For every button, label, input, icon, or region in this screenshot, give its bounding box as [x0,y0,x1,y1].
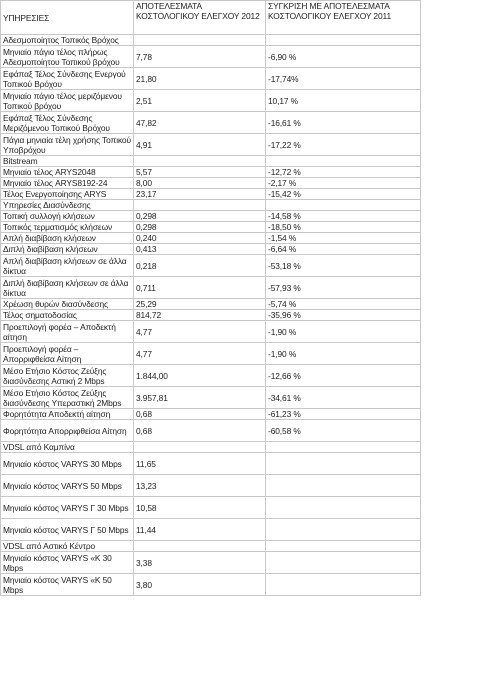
row-name-cell: Απλή διαβίβαση κλήσεων [1,233,134,244]
row-value-cell: 5,57 [134,167,266,178]
table-row [1,409,421,420]
row-name-cell: Τοπικός τερματισμός κλήσεων [1,222,134,233]
row-name-cell: Μηνιαίο κόστος VARYS «Κ 50 Mbps [1,574,134,596]
row-value-cell: 10,58 [134,497,266,519]
table-row [1,222,421,233]
row-value-cell [134,156,266,167]
row-change-cell: -35,96 % [266,310,421,321]
row-value-cell [134,541,266,552]
row-value-cell: 814,72 [134,310,266,321]
table-row [1,134,421,156]
row-name-cell: Διπλή διαβίβαση κλήσεων [1,244,134,255]
row-name-cell: Μηνιαίο κόστος VARYS Γ 50 Mbps [1,519,134,541]
row-change-cell: -57,93 % [266,277,421,299]
table-row [1,321,421,343]
row-change-cell: -53,18 % [266,255,421,277]
row-change-cell [266,453,421,475]
row-value-cell: 0,68 [134,420,266,442]
row-value-cell: 4,77 [134,343,266,365]
row-change-cell: 10,17 % [266,90,421,112]
table-row [1,46,421,68]
row-change-cell: -17,74% [266,68,421,90]
table-row [1,90,421,112]
table-row [1,255,421,277]
row-change-cell: -2,17 % [266,178,421,189]
row-value-cell: 0,711 [134,277,266,299]
row-name-cell: Τέλος σηματοδοσίας [1,310,134,321]
table-row [1,35,421,46]
row-value-cell [134,35,266,46]
table-row [1,211,421,222]
row-name-cell: Μέσο Ετήσιο Κόστος Ζεύξης διασύνδεσης Αστική 2 Mbps [1,365,134,387]
table-row [1,387,421,409]
row-value-cell: 0,298 [134,222,266,233]
row-name-cell: Χρέωση θυρών διασύνδεσης [1,299,134,310]
row-change-cell [266,541,421,552]
header-services: ΥΠΗΡΕΣΙΕΣ [1,1,134,35]
row-value-cell: 21,80 [134,68,266,90]
table-row [1,453,421,475]
row-value-cell: 7,78 [134,46,266,68]
row-name-cell: Τοπική συλλογή κλήσεων [1,211,134,222]
row-value-cell: 3,80 [134,574,266,596]
row-name-cell: VDSL από Αστικό Κέντρο [1,541,134,552]
table-row [1,497,421,519]
row-change-cell: -14,58 % [266,211,421,222]
row-name-cell: Φορητότητα Αποδεκτή αίτηση [1,409,134,420]
row-change-cell: -60,58 % [266,420,421,442]
row-name-cell: Μηνιαίο τέλος ARYS2048 [1,167,134,178]
table-row [1,200,421,211]
header-row [1,1,421,35]
table-row [1,420,421,442]
row-value-cell: 2,51 [134,90,266,112]
row-change-cell [266,156,421,167]
row-change-cell: -15,42 % [266,189,421,200]
row-change-cell: -1,90 % [266,321,421,343]
row-change-cell: -12,66 % [266,365,421,387]
table-row [1,475,421,497]
row-change-cell [266,442,421,453]
table-row [1,68,421,90]
row-value-cell: 0,413 [134,244,266,255]
row-name-cell: Προεπιλογή φορέα – Απορριφθείσα Αίτηση [1,343,134,365]
row-change-cell: -1,54 % [266,233,421,244]
row-change-cell: -12,72 % [266,167,421,178]
row-value-cell: 8,00 [134,178,266,189]
row-name-cell: Διπλή διαβίβαση κλήσεων σε άλλα δίκτυα [1,277,134,299]
row-name-cell: Μέσο Ετήσιο Κόστος Ζεύξης διασύνδεσης Υπεραστική 2Mbps [1,387,134,409]
row-name-cell: Απλή διαβίβαση κλήσεων σε άλλα δίκτυα [1,255,134,277]
row-value-cell: 4,77 [134,321,266,343]
table-row [1,552,421,574]
row-name-cell: Πάγια μηνιαία τέλη χρήσης Τοπικού Υποβρόχου [1,134,134,156]
row-change-cell: -1,90 % [266,343,421,365]
row-value-cell: 11,65 [134,453,266,475]
table-row [1,167,421,178]
table-row [1,541,421,552]
row-value-cell: 0,218 [134,255,266,277]
row-name-cell: Υπηρεσίες Διασύνδεσης [1,200,134,211]
header-results-2012: ΑΠΟΤΕΛΕΣΜΑΤΑ ΚΟΣΤΟΛΟΓΙΚΟΥ ΕΛΕΓΧΟΥ 2012 [134,1,266,35]
row-change-cell: -34,61 % [266,387,421,409]
row-value-cell [134,200,266,211]
table-row [1,112,421,134]
table-row [1,244,421,255]
table-row [1,442,421,453]
table-row [1,277,421,299]
row-value-cell: 13,23 [134,475,266,497]
row-change-cell [266,497,421,519]
table-row [1,343,421,365]
row-change-cell [266,519,421,541]
row-name-cell: Εφάπαξ Τέλος Σύνδεσης Μεριζόμενου Τοπικού Βρόχου [1,112,134,134]
row-name-cell: Μηνιαίο πάγιο τέλος πλήρως Αδεσμοποίητου Τοπικού βρόχου [1,46,134,68]
table-row [1,178,421,189]
row-change-cell: -5,74 % [266,299,421,310]
row-name-cell: Μηνιαίο τέλος ARYS8192-24 [1,178,134,189]
row-name-cell: Μηνιαίο πάγιο τέλος μεριζόμενου Τοπικού βρόχου [1,90,134,112]
row-name-cell: Εφάπαξ Τέλος Σύνδεσης Ενεργού Τοπικού Βρόχου [1,68,134,90]
row-change-cell [266,574,421,596]
row-name-cell: VDSL από Καμπίνα [1,442,134,453]
row-change-cell: -17,22 % [266,134,421,156]
row-value-cell: 4,91 [134,134,266,156]
row-name-cell: Μηνιαίο κόστος VARYS 30 Mbps [1,453,134,475]
table-row [1,299,421,310]
row-name-cell: Τέλος Ενεργοποίησης ARYS [1,189,134,200]
row-value-cell: 47,82 [134,112,266,134]
row-change-cell: -18,50 % [266,222,421,233]
row-change-cell: -6,64 % [266,244,421,255]
row-change-cell [266,475,421,497]
table-row [1,310,421,321]
row-value-cell: 11,44 [134,519,266,541]
table-row [1,574,421,596]
row-value-cell [134,442,266,453]
row-name-cell: Μηνιαίο κόστος VARYS 50 Mbps [1,475,134,497]
row-change-cell: -16,61 % [266,112,421,134]
row-name-cell: Φορητότητα Απορριφθείσα Αίτηση [1,420,134,442]
row-change-cell [266,552,421,574]
row-change-cell: -6,90 % [266,46,421,68]
row-value-cell: 0,240 [134,233,266,244]
row-name-cell: Μηνιαίο κόστος VARYS Γ 30 Mbps [1,497,134,519]
row-value-cell: 23,17 [134,189,266,200]
row-name-cell: Προεπιλογή φορέα – Αποδεκτή αίτηση [1,321,134,343]
table-row [1,365,421,387]
row-value-cell: 1.844,00 [134,365,266,387]
table-row [1,519,421,541]
header-comparison-2011: ΣΥΓΚΡΙΣΗ ΜΕ ΑΠΟΤΕΛΕΣΜΑΤΑ ΚΟΣΤΟΛΟΓΙΚΟΥ ΕΛΕΓΧΟΥ 2011 [266,1,421,35]
row-change-cell [266,35,421,46]
row-change-cell [266,200,421,211]
row-name-cell: Αδεσμοποίητος Τοπικός Βρόχος [1,35,134,46]
row-value-cell: 0,68 [134,409,266,420]
row-change-cell: -61,23 % [266,409,421,420]
table-row [1,156,421,167]
row-value-cell: 3,38 [134,552,266,574]
row-value-cell: 3.957,81 [134,387,266,409]
table-row [1,189,421,200]
row-value-cell: 0,298 [134,211,266,222]
row-value-cell: 25,29 [134,299,266,310]
row-name-cell: Μηνιαίο κόστος VARYS «Κ 30 Mbps [1,552,134,574]
row-name-cell: Bitstream [1,156,134,167]
table-row [1,233,421,244]
